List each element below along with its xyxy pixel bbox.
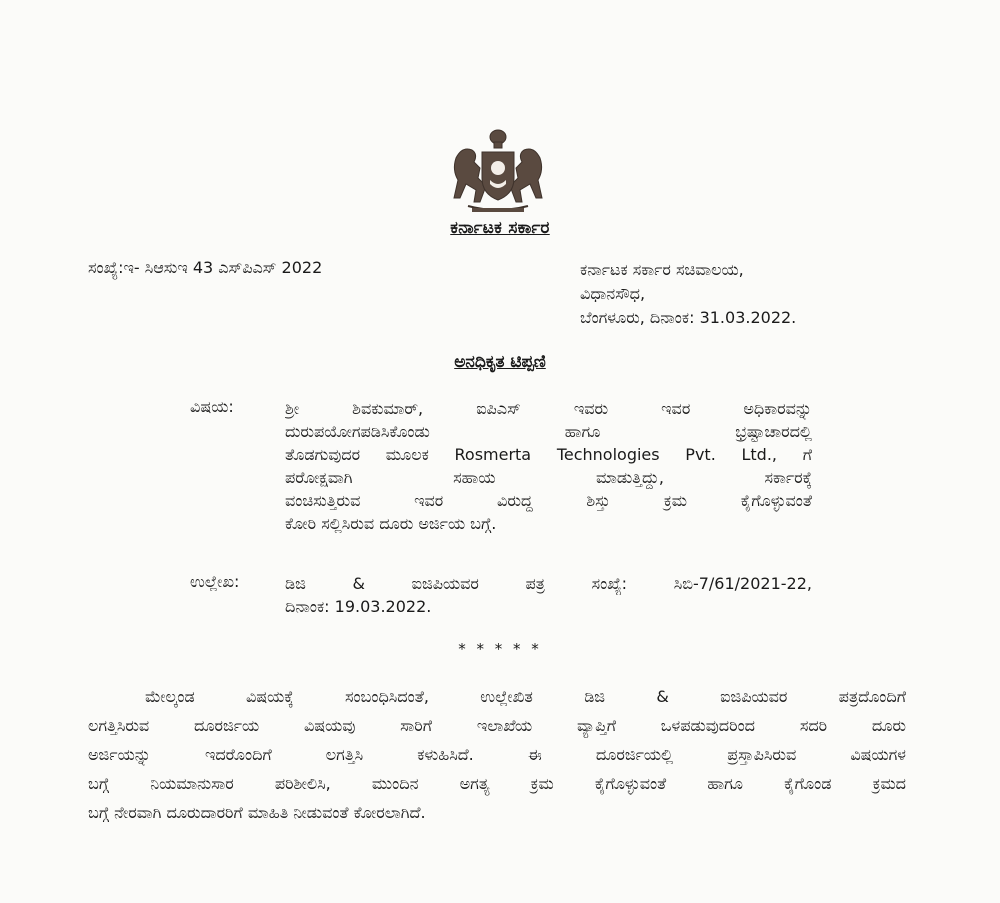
subject-line: ಪರೋಕ್ಷವಾಗಿ ಸಹಾಯ ಮಾಡುತ್ತಿದ್ದು, ಸರ್ಕಾರಕ್ಕೆ — [285, 468, 812, 487]
body-line: ಬಗ್ಗೆ ನಿಯಮಾನುಸಾರ ಪರಿಶೀಲಿಸಿ, ಮುಂದಿನ ಅಗತ್ಯ ಕ್ರಮ ಕೈಗೊಳ್ಳುವಂತೆ ಹಾಗೂ ಕೈಗೊಂಡ ಕ್ರಮದ — [88, 774, 906, 793]
subject-line: ದುರುಪಯೋಗಪಡಿಸಿಕೊಂಡು ಹಾಗೂ ಭ್ರಷ್ಟಾಚಾರದಲ್ಲಿ — [285, 422, 812, 441]
body-line: ಬಗ್ಗೆ ನೇರವಾಗಿ ದೂರುದಾರರಿಗೆ ಮಾಹಿತಿ ನೀಡುವಂತೆ ಕೋರಲಾಗಿದೆ. — [88, 803, 426, 822]
government-title: ಕರ್ನಾಟಕ ಸರ್ಕಾರ — [450, 218, 550, 238]
address-line: ಕರ್ನಾಟಕ ಸರ್ಕಾರ ಸಚಿವಾಲಯ, — [580, 260, 744, 279]
subject-line: ವಂಚಿಸುತ್ತಿರುವ ಇವರ ವಿರುದ್ಧ ಶಿಸ್ತು ಕ್ರಮ ಕೈಗೊಳ್ಳುವಂತೆ — [285, 491, 812, 510]
subject-line: ಶ್ರೀ ಶಿವಕುಮಾರ್, ಐಪಿಎಸ್ ಇವರು ಇವರ ಅಧಿಕಾರವನ್ನು — [285, 399, 812, 418]
subject-line: ಕೋರಿ ಸಲ್ಲಿಸಿರುವ ದೂರು ಅರ್ಜಿಯ ಬಗ್ಗೆ. — [285, 514, 497, 533]
address-line: ಬೆಂಗಳೂರು, ದಿನಾಂಕ: 31.03.2022. — [580, 308, 797, 327]
body-paragraph — [88, 682, 906, 827]
body-line: ಲಗತ್ತಿಸಿರುವ ದೂರರ್ಜಿಯ ವಿಷಯವು ಸಾರಿಗೆ ಇಲಾಖೆಯ ವ್ಯಾಪ್ತಿಗೆ ಒಳಪಡುವುದರಿಂದ ಸದರಿ ದೂರು — [88, 716, 906, 735]
reference-text — [285, 572, 812, 618]
subject-text — [285, 397, 812, 535]
reference-label: ಉಲ್ಲೇಖ: — [190, 572, 240, 591]
body-line: ಅರ್ಜಿಯನ್ನು ಇದರೊಂದಿಗೆ ಲಗತ್ತಿಸಿ ಕಳುಹಿಸಿದೆ. ಈ ದೂರರ್ಜಿಯಲ್ಲಿ ಪ್ರಸ್ತಾಪಿಸಿರುವ ವಿಷಯಗಳ — [88, 745, 906, 764]
body-line: ಮೇಲ್ಕಂಡ ವಿಷಯಕ್ಕೆ ಸಂಬಂಧಿಸಿದಂತೆ, ಉಲ್ಲೇಖಿತ ಡಿಜಿ & ಐಜಿಪಿಯವರ ಪತ್ರದೊಂದಿಗೆ — [145, 687, 906, 706]
section-separator: * * * * * — [458, 640, 542, 658]
office-address — [580, 258, 796, 330]
subject-label: ವಿಷಯ: — [190, 397, 234, 416]
document-title: ಅನಧಿಕೃತ ಟಿಪ್ಪಣಿ — [454, 352, 546, 372]
subject-line: ತೊಡಗುವುದರ ಮೂಲಕ Rosmerta Technologies Pvt. Ltd., ಗೆ — [285, 445, 812, 464]
reference-number: ಸಂಖ್ಯೆ:ಇ- ಸಿಆಸುಇ 43 ಎಸ್‌ಪಿಎಸ್ 2022 — [88, 258, 323, 277]
reference-line: ದಿನಾಂಕ: 19.03.2022. — [285, 597, 432, 616]
address-line: ವಿಧಾನಸೌಧ, — [580, 284, 646, 303]
karnataka-emblem-icon — [438, 128, 558, 214]
reference-line: ಡಿಜಿ & ಐಜಿಪಿಯವರ ಪತ್ರ ಸಂಖ್ಯೆ: ಸಿಬಿ-7/61/2021-22, — [285, 574, 812, 593]
